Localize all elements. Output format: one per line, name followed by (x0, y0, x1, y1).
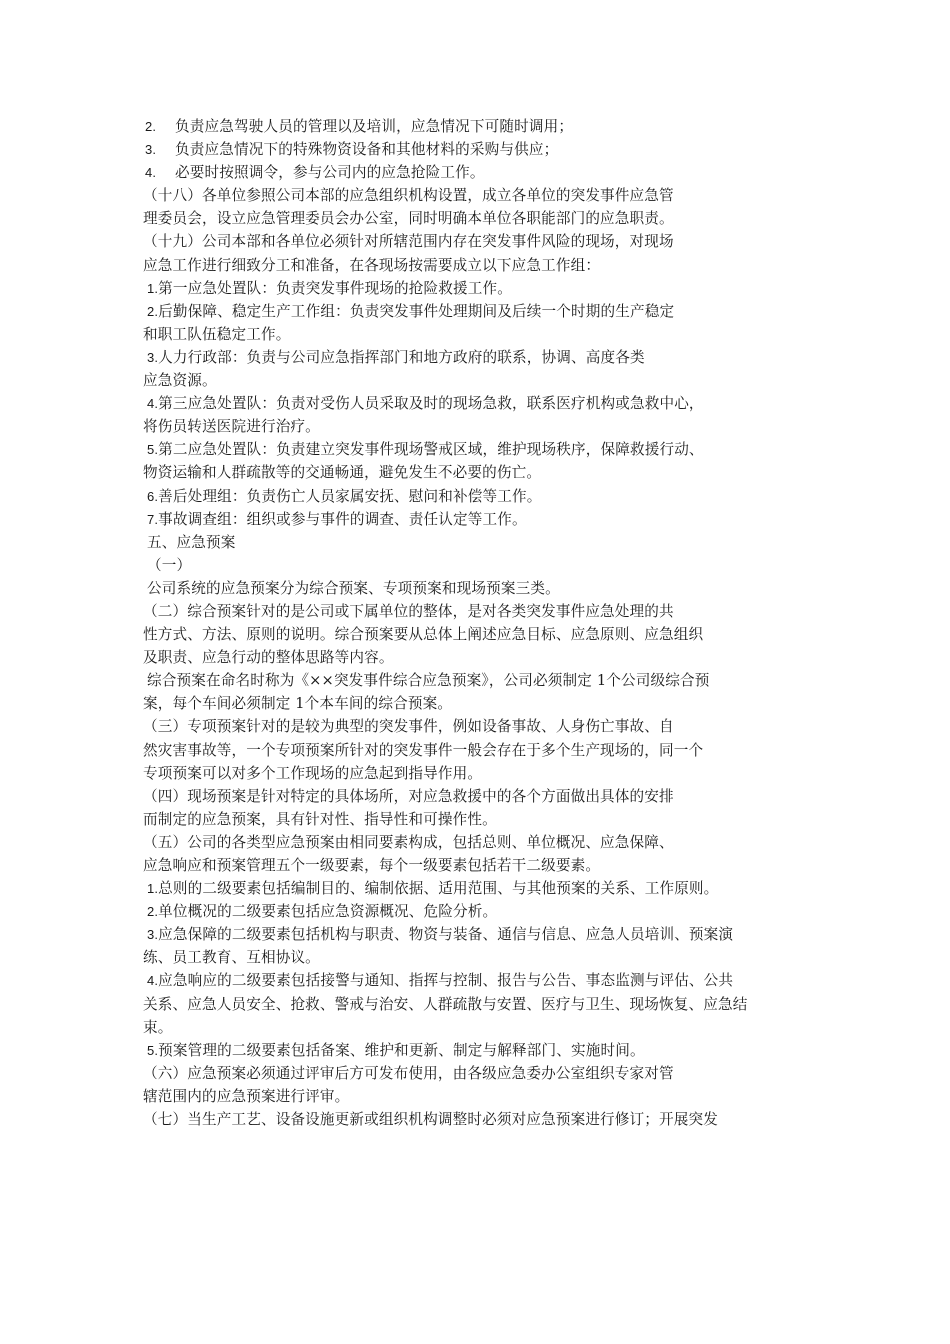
paragraph-19-line-2: 应急工作进行细致分工和准备，在各现场按需要成立以下应急工作组： (143, 256, 601, 274)
paragraph-18-line-2: 理委员会，设立应急管理委员会办公室，同时明确本单位各职能部门的应急职责。 (143, 210, 674, 228)
element-3: 3.应急保障的二级要素包括机构与职责、物资与装备、通信与信息、应急人员培训、预案演 (147, 926, 734, 944)
work-group-4-cont: 将伤员转送医院进行治疗。 (143, 418, 320, 436)
subsection-3-line-1: （三）专项预案针对的是较为典型的突发事件，例如设备事故、人身伤亡事故、自 (143, 718, 674, 736)
section-heading: 五、应急预案 (147, 533, 236, 551)
document-body (143, 115, 823, 1131)
element-4-cont-2: 束。 (143, 1018, 173, 1036)
subsection-3-line-3: 专项预案可以对多个工作现场的应急起到指导作用。 (143, 764, 483, 782)
work-group-6: 6.善后处理组：负责伤亡人员家属安抚、慰问和补偿等工作。 (147, 487, 542, 505)
naming-line-1: 综合预案在命名时称为《××突发事件综合应急预案》，公司必须制定 1个公司级综合预 (147, 672, 710, 690)
subsection-4-line-1: （四）现场预案是针对特定的具体场所，对应急救援中的各个方面做出具体的安排 (143, 787, 674, 805)
work-group-1: 1.第一应急处置队：负责突发事件现场的抢险救援工作。 (147, 279, 513, 297)
work-group-3-cont: 应急资源。 (143, 372, 217, 390)
element-3-cont: 练、员工教育、互相协议。 (143, 949, 320, 967)
element-1: 1.总则的二级要素包括编制目的、编制依据、适用范围、与其他预案的关系、工作原则。 (147, 880, 719, 898)
element-5: 5.预案管理的二级要素包括备案、维护和更新、制定与解释部门、实施时间。 (147, 1041, 645, 1059)
subsection-2-line-1: （二）综合预案针对的是公司或下属单位的整体，是对各类突发事件应急处理的共 (143, 602, 674, 620)
duty-item-4: 4. 必要时按照调令，参与公司内的应急抢险工作。 (143, 161, 823, 184)
work-group-7: 7.事故调查组：组织或参与事件的调查、责任认定等工作。 (147, 510, 527, 528)
paragraph-18-line-1: （十八）各单位参照公司本部的应急组织机构设置，成立各单位的突发事件应急管 (143, 187, 674, 205)
duty-item-2: 2. 负责应急驾驶人员的管理以及培训，应急情况下可随时调用； (143, 115, 823, 138)
paragraph-19-line-1: （十九）公司本部和各单位必须针对所辖范围内存在突发事件风险的现场，对现场 (143, 233, 674, 251)
work-group-3: 3.人力行政部：负责与公司应急指挥部门和地方政府的联系，协调、高度各类 (147, 348, 645, 366)
element-2: 2.单位概况的二级要素包括应急资源概况、危险分析。 (147, 903, 498, 921)
subsection-5-line-2: 应急响应和预案管理五个一级要素，每个一级要素包括若干二级要素。 (143, 857, 601, 874)
subsection-7-line-1: （七）当生产工艺、设备设施更新或组织机构调整时必须对应急预案进行修订；开展突发 (143, 1111, 719, 1129)
subsection-3-line-2: 然灾害事故等，一个专项预案所针对的突发事件一般会存在于多个生产现场的，同一个 (143, 741, 704, 759)
work-group-5: 5.第二应急处置队：负责建立突发事件现场警戒区域，维护现场秩序，保障救援行动、 (147, 441, 704, 459)
work-group-2-cont: 和职工队伍稳定工作。 (143, 325, 291, 343)
subsection-6-line-1: （六）应急预案必须通过评审后方可发布使用，由各级应急委办公室组织专家对管 (143, 1064, 674, 1082)
duty-item-3: 3. 负责应急情况下的特殊物资设备和其他材料的采购与供应； (143, 138, 823, 161)
work-group-4: 4.第三应急处置队：负责对受伤人员采取及时的现场急救，联系医疗机构或急救中心， (147, 395, 704, 413)
element-4-cont-1: 关系、应急人员安全、抢救、警戒与治安、人群疏散与安置、医疗与卫生、现场恢复、应急结 (143, 995, 748, 1013)
subsection-2-line-2: 性方式、方法、原则的说明。综合预案要从总体上阐述应急目标、应急原则、应急组织 (143, 626, 704, 644)
subsection-2-line-3: 及职责、应急行动的整体思路等内容。 (143, 649, 394, 667)
list-number: 4. (145, 165, 157, 181)
subsection-5-line-1: （五）公司的各类型应急预案由相同要素构成，包括总则、单位概况、应急保障、 (143, 833, 674, 851)
subsection-6-line-2: 辖范围内的应急预案进行评审。 (143, 1087, 350, 1105)
subsection-1-label: （一） (147, 556, 192, 574)
list-number: 2. (145, 119, 157, 134)
subsection-1-text: 公司系统的应急预案分为综合预案、专项预案和现场预案三类。 (147, 579, 560, 597)
naming-line-2: 案，每个车间必须制定 1个本车间的综合预案。 (143, 695, 453, 713)
list-number: 3. (145, 142, 157, 158)
work-group-2: 2.后勤保障、稳定生产工作组：负责突发事件处理期间及后续一个时期的生产稳定 (147, 302, 675, 320)
subsection-4-line-2: 而制定的应急预案，具有针对性、指导性和可操作性。 (143, 810, 497, 828)
work-group-5-cont: 物资运输和人群疏散等的交通畅通，避免发生不必要的伤亡。 (143, 464, 542, 482)
element-4: 4.应急响应的二级要素包括接警与通知、指挥与控制、报告与公告、事态监测与评估、公共 (147, 972, 734, 990)
